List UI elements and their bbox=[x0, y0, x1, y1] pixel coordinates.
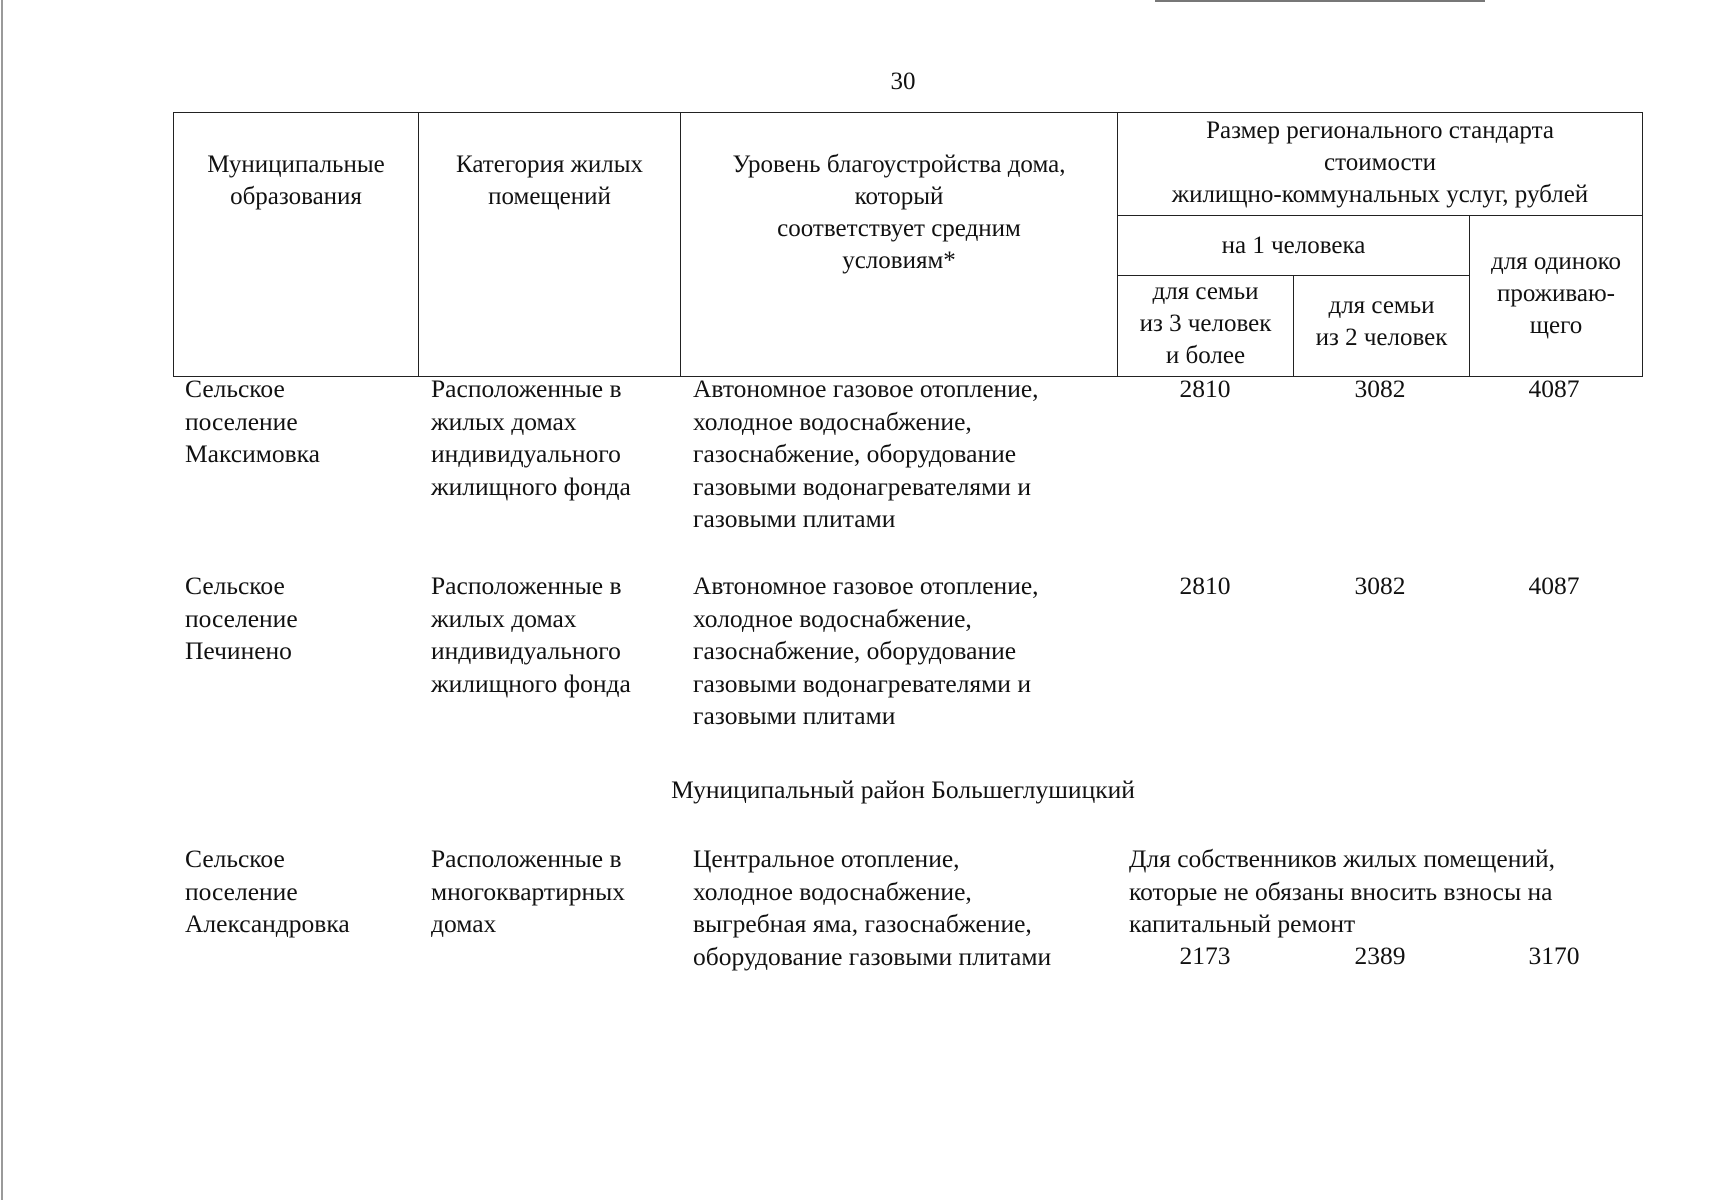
row-2-level: Автономное газовое отопление, холодное водоснабжение, газоснабжение, оборудование газовыми водонагревателями и газовыми плитами bbox=[693, 571, 1039, 730]
row-2-family3: 2810 bbox=[1179, 571, 1231, 600]
section-row-family3: 2173 bbox=[1179, 941, 1231, 970]
row-2-municipal: Сельское поселение Печинено bbox=[185, 571, 298, 665]
row-1-municipal: Сельское поселение Максимовка bbox=[185, 374, 320, 468]
section-title: Муниципальный район Большеглушицкий bbox=[671, 775, 1135, 804]
header-family2: для семьи из 2 человек bbox=[1294, 276, 1470, 377]
header-category: Категория жилых помещений bbox=[419, 113, 681, 377]
section-row-level: Центральное отопление, холодное водоснабжение, выгребная яма, газоснабжение, оборудование газовыми плитами bbox=[693, 844, 1052, 971]
header-single: для одиноко проживаю- щего bbox=[1470, 216, 1643, 377]
header-per-person: на 1 человека bbox=[1118, 216, 1470, 276]
section-row-single: 3170 bbox=[1528, 941, 1580, 970]
header-level: Уровень благоустройства дома, который соответствует средним условиям* bbox=[681, 113, 1118, 377]
scan-edge-line bbox=[1, 0, 3, 1200]
section-row-municipal: Сельское поселение Александровка bbox=[185, 844, 350, 938]
row-2-single: 4087 bbox=[1528, 571, 1580, 600]
header-family3: для семьи из 3 человек и более bbox=[1118, 276, 1294, 377]
row-1-family3: 2810 bbox=[1179, 374, 1231, 403]
section-row-family2: 2389 bbox=[1354, 941, 1406, 970]
row-2-category: Расположенные в жилых домах индивидуального жилищного фонда bbox=[431, 571, 631, 698]
row-1-level: Автономное газовое отопление, холодное водоснабжение, газоснабжение, оборудование газовыми водонагревателями и газовыми плитами bbox=[693, 374, 1039, 533]
page-number: 30 bbox=[890, 68, 916, 95]
header-municipal: Муниципальные образования bbox=[174, 113, 419, 377]
scan-top-line bbox=[1155, 0, 1485, 2]
section-row-category: Расположенные в многоквартирных домах bbox=[431, 844, 626, 938]
row-1-category: Расположенные в жилых домах индивидуального жилищного фонда bbox=[431, 374, 631, 501]
section-row-note: Для собственников жилых помещений, которые не обязаны вносить взносы на капитальный ремонт bbox=[1129, 844, 1556, 938]
row-2-family2: 3082 bbox=[1354, 571, 1406, 600]
table-header bbox=[173, 112, 1643, 377]
header-standard: Размер регионального стандарта стоимости жилищно-коммунальных услуг, рублей bbox=[1118, 113, 1643, 216]
row-1-single: 4087 bbox=[1528, 374, 1580, 403]
row-1-family2: 3082 bbox=[1354, 374, 1406, 403]
